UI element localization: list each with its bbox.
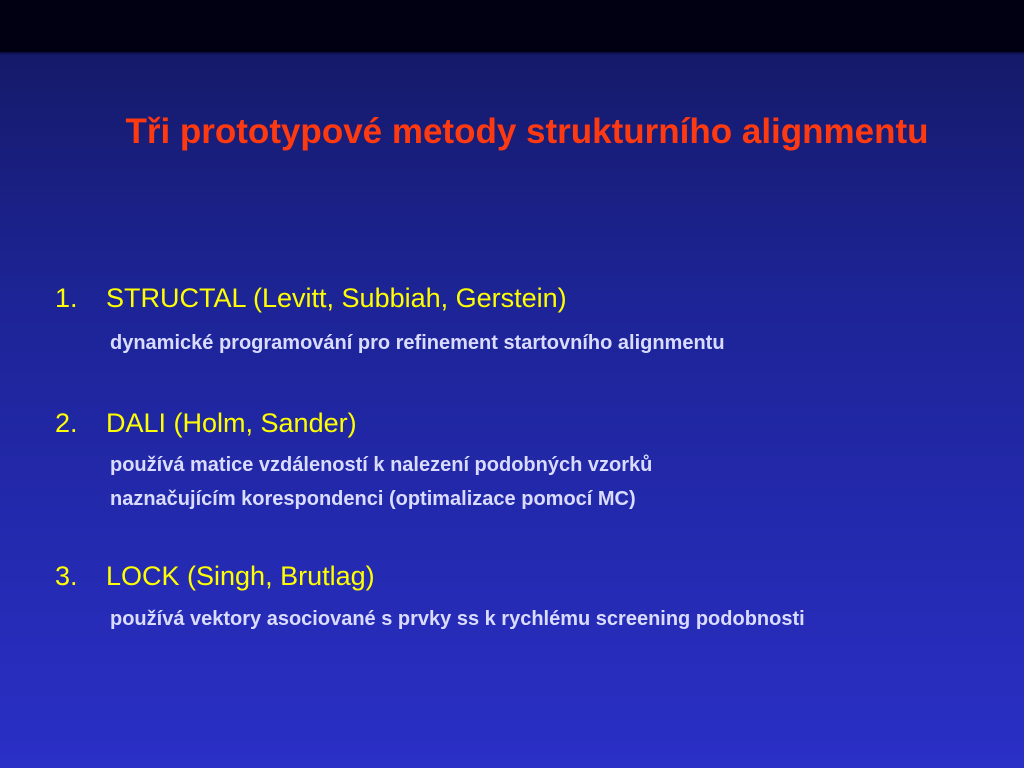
item-description: naznačujícím korespondenci (optimalizace pomocí MC) [110,488,636,510]
item-heading: LOCK (Singh, Brutlag) [106,561,375,591]
item-number: 2. [55,408,78,438]
item-heading: DALI (Holm, Sander) [106,408,357,438]
item-description: dynamické programování pro refinement startovního alignmentu [110,332,725,354]
item-heading: STRUCTAL (Levitt, Subbiah, Gerstein) [106,283,567,313]
item-description: používá matice vzdáleností k nalezení podobných vzorků [110,454,653,476]
item-number: 1. [55,283,78,313]
slide-title: Tři prototypové metody strukturního alignmentu [125,112,929,151]
top-band [0,0,1024,52]
item-number: 3. [55,561,78,591]
item-description: používá vektory asociované s prvky ss k rychlému screening podobnosti [110,608,805,630]
